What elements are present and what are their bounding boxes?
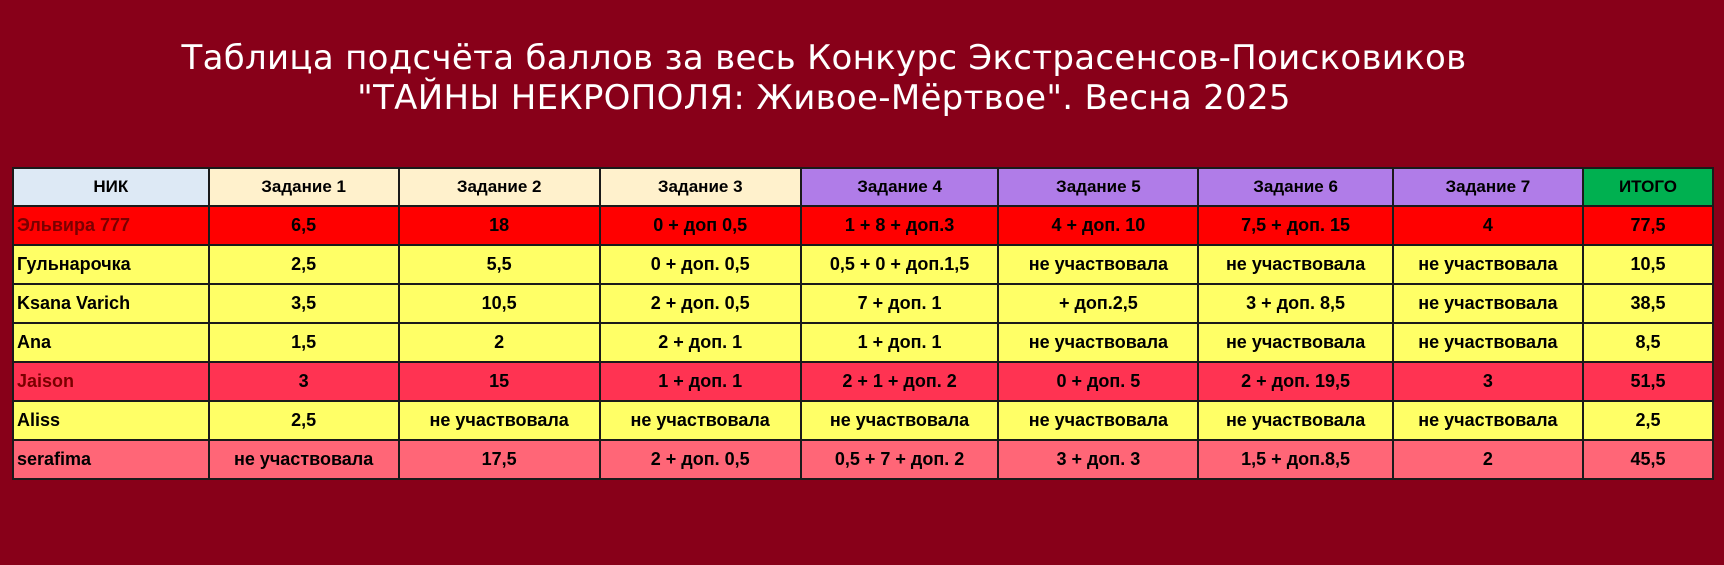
- task-2-cell: 17,5: [399, 440, 600, 479]
- nick-cell: Гульнарочка: [13, 245, 209, 284]
- task-7-cell: 2: [1393, 440, 1583, 479]
- header-task-2: Задание 2: [399, 168, 600, 206]
- task-1-cell: 3: [209, 362, 399, 401]
- task-3-cell: 2 + доп. 0,5: [600, 284, 801, 323]
- table-row: [13, 206, 1713, 245]
- task-5-cell: 4 + доп. 10: [998, 206, 1198, 245]
- task-3-cell: не участвовала: [600, 401, 801, 440]
- task-3-cell: 2 + доп. 1: [600, 323, 801, 362]
- task-7-cell: не участвовала: [1393, 245, 1583, 284]
- task-5-cell: не участвовала: [998, 401, 1198, 440]
- task-7-cell: 3: [1393, 362, 1583, 401]
- task-1-cell: 6,5: [209, 206, 399, 245]
- table-row: [13, 245, 1713, 284]
- header-task-3: Задание 3: [600, 168, 801, 206]
- task-2-cell: 15: [399, 362, 600, 401]
- header-nick: НИК: [13, 168, 209, 206]
- task-4-cell: не участвовала: [801, 401, 999, 440]
- header-total: ИТОГО: [1583, 168, 1713, 206]
- nick-cell: Ana: [13, 323, 209, 362]
- task-4-cell: 1 + доп. 1: [801, 323, 999, 362]
- task-3-cell: 0 + доп. 0,5: [600, 245, 801, 284]
- task-4-cell: 0,5 + 0 + доп.1,5: [801, 245, 999, 284]
- task-7-cell: не участвовала: [1393, 401, 1583, 440]
- task-2-cell: 2: [399, 323, 600, 362]
- title-line-2: "ТАЙНЫ НЕКРОПОЛЯ: Живое-Мёртвое". Весна 2025: [357, 78, 1291, 118]
- total-cell: 10,5: [1583, 245, 1713, 284]
- task-2-cell: 5,5: [399, 245, 600, 284]
- total-cell: 51,5: [1583, 362, 1713, 401]
- task-1-cell: 2,5: [209, 245, 399, 284]
- table-header-row: [13, 168, 1713, 206]
- header-task-6: Задание 6: [1198, 168, 1392, 206]
- task-3-cell: 0 + доп 0,5: [600, 206, 801, 245]
- total-cell: 45,5: [1583, 440, 1713, 479]
- task-6-cell: 1,5 + доп.8,5: [1198, 440, 1392, 479]
- task-5-cell: 0 + доп. 5: [998, 362, 1198, 401]
- task-5-cell: + доп.2,5: [998, 284, 1198, 323]
- table-row: [13, 323, 1713, 362]
- task-7-cell: не участвовала: [1393, 323, 1583, 362]
- nick-cell: Ksana Varich: [13, 284, 209, 323]
- score-table: [12, 167, 1714, 480]
- task-2-cell: 10,5: [399, 284, 600, 323]
- task-6-cell: 7,5 + доп. 15: [1198, 206, 1392, 245]
- total-cell: 2,5: [1583, 401, 1713, 440]
- table-row: [13, 440, 1713, 479]
- nick-cell: serafima: [13, 440, 209, 479]
- task-6-cell: не участвовала: [1198, 323, 1392, 362]
- task-2-cell: не участвовала: [399, 401, 600, 440]
- task-1-cell: 3,5: [209, 284, 399, 323]
- page-title: [0, 38, 1648, 118]
- task-4-cell: 0,5 + 7 + доп. 2: [801, 440, 999, 479]
- total-cell: 38,5: [1583, 284, 1713, 323]
- nick-cell: Aliss: [13, 401, 209, 440]
- task-1-cell: 1,5: [209, 323, 399, 362]
- task-5-cell: 3 + доп. 3: [998, 440, 1198, 479]
- nick-cell: Jaison: [13, 362, 209, 401]
- total-cell: 77,5: [1583, 206, 1713, 245]
- task-3-cell: 1 + доп. 1: [600, 362, 801, 401]
- task-5-cell: не участвовала: [998, 323, 1198, 362]
- header-task-7: Задание 7: [1393, 168, 1583, 206]
- table-row: [13, 362, 1713, 401]
- task-3-cell: 2 + доп. 0,5: [600, 440, 801, 479]
- title-line-1: Таблица подсчёта баллов за весь Конкурс Экстрасенсов-Поисковиков: [181, 38, 1467, 78]
- task-1-cell: 2,5: [209, 401, 399, 440]
- task-6-cell: 2 + доп. 19,5: [1198, 362, 1392, 401]
- task-6-cell: не участвовала: [1198, 245, 1392, 284]
- task-4-cell: 2 + 1 + доп. 2: [801, 362, 999, 401]
- header-task-1: Задание 1: [209, 168, 399, 206]
- task-2-cell: 18: [399, 206, 600, 245]
- task-5-cell: не участвовала: [998, 245, 1198, 284]
- table-row: [13, 284, 1713, 323]
- task-1-cell: не участвовала: [209, 440, 399, 479]
- task-4-cell: 1 + 8 + доп.3: [801, 206, 999, 245]
- task-7-cell: 4: [1393, 206, 1583, 245]
- task-6-cell: 3 + доп. 8,5: [1198, 284, 1392, 323]
- task-7-cell: не участвовала: [1393, 284, 1583, 323]
- total-cell: 8,5: [1583, 323, 1713, 362]
- header-task-4: Задание 4: [801, 168, 999, 206]
- table-row: [13, 401, 1713, 440]
- nick-cell: Эльвира 777: [13, 206, 209, 245]
- header-task-5: Задание 5: [998, 168, 1198, 206]
- task-6-cell: не участвовала: [1198, 401, 1392, 440]
- task-4-cell: 7 + доп. 1: [801, 284, 999, 323]
